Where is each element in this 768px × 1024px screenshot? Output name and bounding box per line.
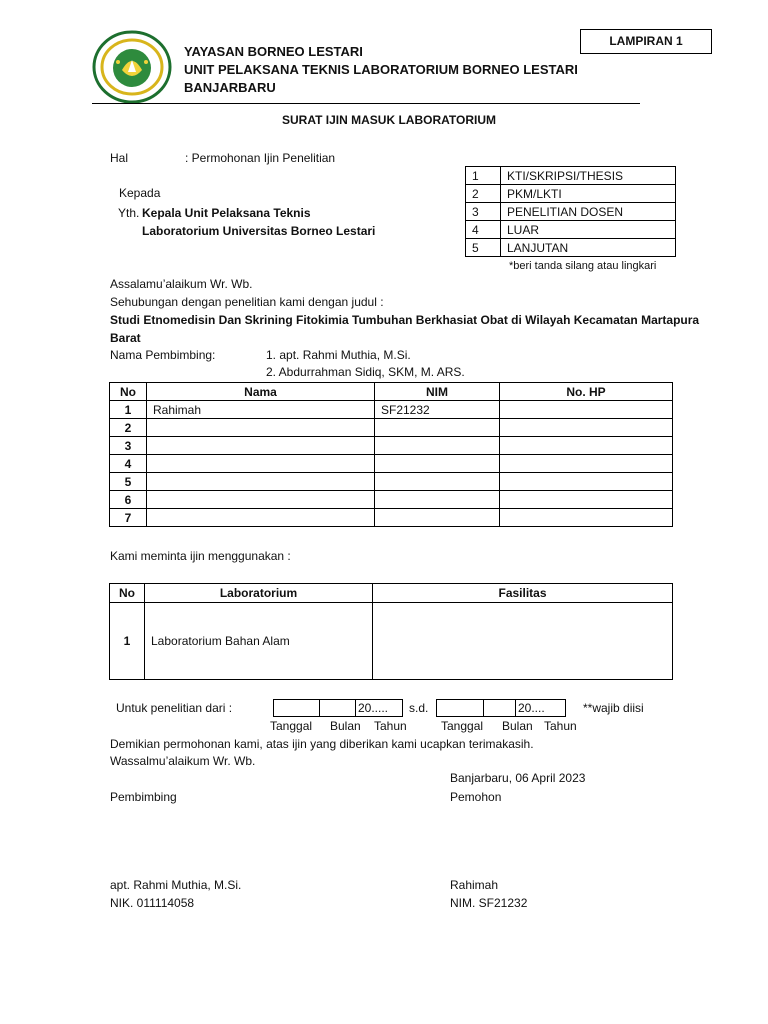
org-name: YAYASAN BORNEO LESTARI — [184, 44, 363, 59]
yth-label: Yth. — [118, 206, 140, 220]
type-label: LUAR — [501, 221, 676, 239]
col-nama-header: Nama — [147, 383, 375, 401]
to-bulan-label: Bulan — [502, 719, 533, 733]
row-no: 4 — [110, 455, 147, 473]
type-label: PENELITIAN DOSEN — [501, 203, 676, 221]
table-row — [110, 603, 673, 680]
pembimbing-label: Nama Pembimbing: — [110, 348, 216, 362]
table-row — [110, 401, 673, 419]
row-no: 7 — [110, 509, 147, 527]
intro-text: Sehubungan dengan penelitian kami dengan judul : — [110, 295, 384, 309]
table-row — [110, 473, 673, 491]
to-year-box[interactable]: 20.... — [516, 699, 566, 717]
row-nama: Rahimah — [147, 401, 375, 419]
org-unit: UNIT PELAKSANA TEKNIS LABORATORIUM BORNEO LESTARI — [184, 62, 578, 77]
type-label: PKM/LKTI — [501, 185, 676, 203]
closing-text: Demikian permohonan kami, atas ijin yang diberikan kami ucapkan terimakasih. — [110, 737, 534, 751]
advisor-name: apt. Rahmi Muthia, M.Si. — [110, 878, 242, 892]
type-row[interactable] — [466, 239, 676, 257]
org-city: BANJARBARU — [184, 80, 276, 95]
type-no: 3 — [466, 203, 501, 221]
pembimbing-2: 2. Abdurrahman Sidiq, SKM, M. ARS. — [266, 365, 465, 379]
sd-label: s.d. — [409, 701, 429, 715]
table-row — [110, 455, 673, 473]
from-bulan-label: Bulan — [330, 719, 361, 733]
lab-row-name: Laboratorium Bahan Alam — [145, 603, 373, 680]
type-label: KTI/SKRIPSI/THESIS — [501, 167, 676, 185]
lab-table — [109, 583, 673, 680]
type-row[interactable] — [466, 203, 676, 221]
type-label: LANJUTAN — [501, 239, 676, 257]
lab-col-laboratorium-header: Laboratorium — [145, 584, 373, 603]
request-text: Kami meminta ijin menggunakan : — [110, 549, 291, 563]
lab-col-fasilitas-header: Fasilitas — [373, 584, 673, 603]
students-table — [109, 382, 673, 527]
pembimbing-1: 1. apt. Rahmi Muthia, M.Si. — [266, 348, 411, 362]
row-hp — [500, 401, 673, 419]
from-month-box[interactable] — [320, 699, 356, 717]
type-no: 1 — [466, 167, 501, 185]
row-hp — [500, 455, 673, 473]
row-no: 5 — [110, 473, 147, 491]
row-nama — [147, 419, 375, 437]
row-hp — [500, 491, 673, 509]
row-nim — [375, 473, 500, 491]
table-row — [110, 419, 673, 437]
row-nama — [147, 455, 375, 473]
row-nim — [375, 437, 500, 455]
table-row — [110, 437, 673, 455]
from-year-box[interactable]: 20..... — [356, 699, 403, 717]
hal-value: : Permohonan Ijin Penelitian — [185, 151, 336, 165]
type-no: 2 — [466, 185, 501, 203]
to-day-box[interactable] — [436, 699, 484, 717]
type-row[interactable] — [466, 167, 676, 185]
header-divider — [92, 103, 640, 104]
period-to-boxes[interactable] — [436, 699, 566, 717]
row-nim — [375, 419, 500, 437]
period-from-boxes[interactable] — [273, 699, 403, 717]
research-title-line1: Studi Etnomedisin Dan Skrining Fitokimia Tumbuhan Berkhasiat Obat di Wilayah Kecamatan Martapura — [110, 313, 700, 327]
row-nama — [147, 491, 375, 509]
row-hp — [500, 509, 673, 527]
salam: Assalamu’alaikum Wr. Wb. — [110, 277, 253, 291]
recipient-line1: Kepala Unit Pelaksana Teknis — [142, 206, 311, 220]
hal-label: Hal — [110, 151, 129, 165]
types-note: *beri tanda silang atau lingkari — [509, 260, 657, 272]
lampiran-badge: LAMPIRAN 1 — [580, 29, 712, 54]
kepada-label: Kepada — [119, 186, 161, 200]
table-row — [110, 509, 673, 527]
from-tahun-label: Tahun — [374, 719, 407, 733]
to-tahun-label: Tahun — [544, 719, 577, 733]
row-no: 1 — [110, 401, 147, 419]
institution-logo — [92, 30, 172, 104]
applicant-name: Rahimah — [450, 878, 499, 892]
type-row[interactable] — [466, 221, 676, 239]
lab-row-fasilitas — [373, 603, 673, 680]
row-no: 3 — [110, 437, 147, 455]
to-month-box[interactable] — [484, 699, 516, 717]
row-nim — [375, 491, 500, 509]
row-hp — [500, 419, 673, 437]
row-nim: SF21232 — [375, 401, 500, 419]
row-nama — [147, 473, 375, 491]
from-tanggal-label: Tanggal — [270, 719, 313, 733]
col-hp-header: No. HP — [500, 383, 673, 401]
row-hp — [500, 437, 673, 455]
applicant-id: NIM. SF21232 — [450, 896, 528, 910]
research-title-line2: Barat — [110, 331, 141, 345]
lab-col-no-header: No — [110, 584, 145, 603]
research-type-table — [465, 166, 676, 257]
recipient-line2: Laboratorium Universitas Borneo Lestari — [142, 224, 376, 238]
required-note: **wajib diisi — [583, 701, 644, 715]
col-nim-header: NIM — [375, 383, 500, 401]
applicant-role: Pemohon — [450, 790, 502, 804]
type-row[interactable] — [466, 185, 676, 203]
table-row — [110, 491, 673, 509]
period-label: Untuk penelitian dari : — [116, 701, 233, 715]
from-day-box[interactable] — [273, 699, 320, 717]
type-no: 4 — [466, 221, 501, 239]
page-title: SURAT IJIN MASUK LABORATORIUM — [282, 113, 496, 127]
col-no-header: No — [110, 383, 147, 401]
closing-salam: Wassalmu’alaikum Wr. Wb. — [110, 754, 256, 768]
lab-row-no: 1 — [110, 603, 145, 680]
advisor-id: NIK. 011114058 — [110, 896, 195, 910]
type-no: 5 — [466, 239, 501, 257]
advisor-role: Pembimbing — [110, 790, 177, 804]
row-hp — [500, 473, 673, 491]
row-no: 2 — [110, 419, 147, 437]
row-nama — [147, 437, 375, 455]
to-tanggal-label: Tanggal — [441, 719, 484, 733]
row-nama — [147, 509, 375, 527]
place-date: Banjarbaru, 06 April 2023 — [450, 771, 586, 785]
row-nim — [375, 509, 500, 527]
row-nim — [375, 455, 500, 473]
row-no: 6 — [110, 491, 147, 509]
